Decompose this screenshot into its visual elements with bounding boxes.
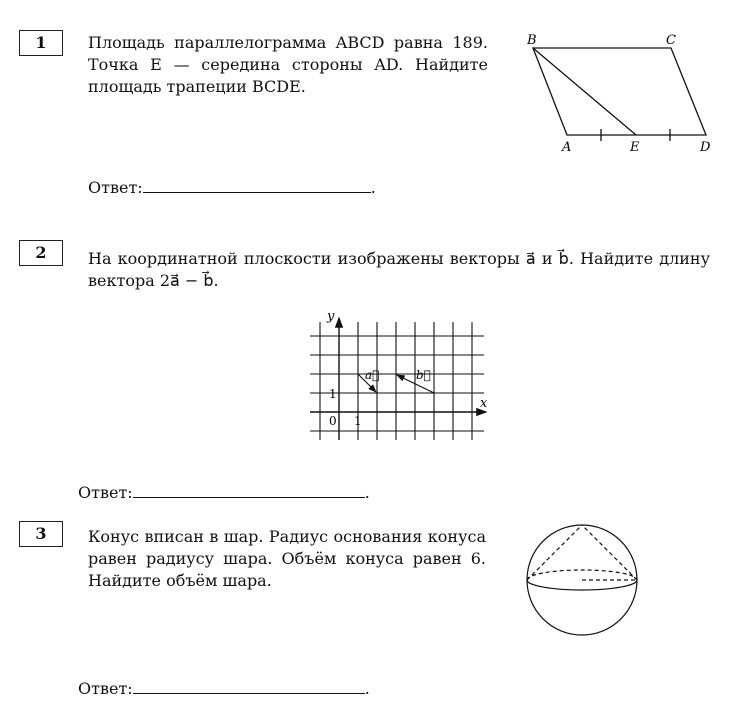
sphere-cone-figure [527,525,637,635]
label-E: E [630,140,640,155]
label-C: C [666,33,676,48]
task-text-1: Площадь параллелограмма ABCD равна 189. Точка E — середина стороны AD. Найдите площадь трапеции BCDE. [88,33,488,96]
answer-end: . [370,178,376,197]
answer-label: Ответ: [78,483,133,502]
answer-end: . [364,679,370,698]
task-number-3: 3 [19,521,63,547]
vector-a-label: a⃗ [365,368,380,382]
label-A: A [562,140,572,155]
task-number-2: 2 [19,240,63,266]
answer-label: Ответ: [88,178,143,197]
x-axis-label: x [480,396,488,411]
answer-end: . [364,483,370,502]
task-text-2: На координатной плоскости изображены векторы a⃗ и b⃗. Найдите длину вектора 2a⃗ − b⃗. [88,249,710,290]
task-number-1: 1 [19,30,63,56]
y-axis-label: y [327,309,335,324]
x-one-label: 1 [354,414,362,428]
label-B: B [527,33,537,48]
parallelogram-figure [533,48,706,141]
y-one-label: 1 [329,387,337,401]
vector-b-label: b⃗ [416,368,431,382]
label-D: D [700,140,711,155]
answer-label: Ответ: [78,679,133,698]
task-text-3: Конус вписан в шар. Радиус основания конуса равен радиусу шара. Объём конуса равен 6. Найдите объём шара. [88,527,486,590]
origin-label: 0 [329,414,337,428]
